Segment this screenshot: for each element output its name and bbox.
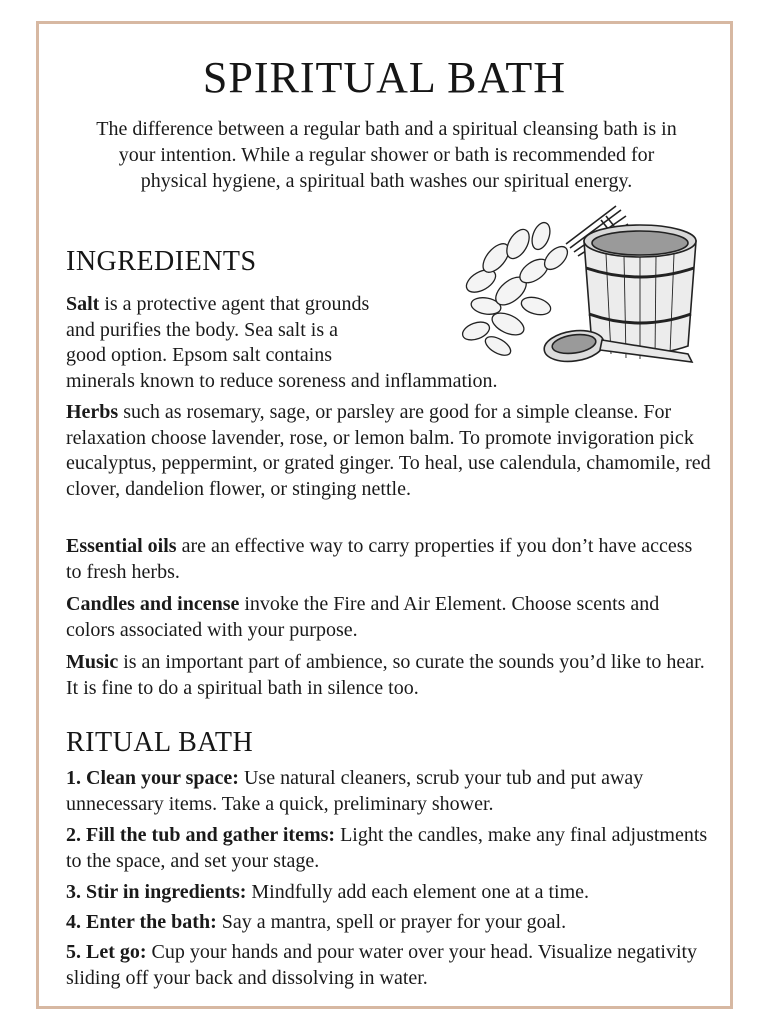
ingredient-text: are an effective way to carry properties if you don’t have access to fresh herbs. (66, 535, 693, 583)
ritual-step (66, 940, 711, 991)
ingredient-herbs (66, 400, 711, 502)
ingredient-term: Herbs (66, 401, 119, 423)
step-number: 2. (66, 824, 81, 846)
ingredient-text: invoke the Fire and Air Element. Choose scents and colors associated with your purpose. (66, 593, 660, 641)
ingredient-salt (66, 292, 711, 394)
ingredient-term: Salt (66, 293, 100, 315)
ingredient-term: Candles and incense (66, 593, 240, 615)
page-card (36, 21, 733, 1009)
ingredients-heading: INGREDIENTS (66, 246, 257, 277)
step-text: Mindfully add each element one at a time. (246, 881, 590, 903)
ritual-step (66, 910, 711, 936)
ingredient-text: minerals known to reduce soreness and inflammation. (66, 369, 498, 392)
intro-text: The difference between a regular bath and a spiritual cleansing bath is in your intention. While a regular shower or bath is recommended for physical hygiene, a spiritual bath washes our spiritual energy. (96, 118, 677, 192)
step-text: Say a mantra, spell or prayer for your goal. (216, 911, 567, 933)
ritual-step (66, 823, 711, 874)
step-number: 3. (66, 881, 81, 903)
ingredient-term: Music (66, 651, 119, 673)
step-text: Use natural cleaners, scrub your tub and put away unnecessary items. Take a quick, preliminary shower. (66, 767, 644, 815)
ingredient-text: is a protective agent that grounds (99, 293, 370, 315)
ingredient-essential-oils (66, 534, 711, 585)
step-text: Cup your hands and pour water over your head. Visualize negativity sliding off your back and dissolving in water. (66, 941, 698, 989)
ingredient-text: is an important part of ambience, so curate the sounds you’d like to hear. It is fine to do a spiritual bath in silence too. (66, 651, 705, 699)
step-term: Stir in ingredients: (81, 881, 247, 903)
ingredient-text: and purifies the body. Sea salt is a (66, 318, 338, 341)
step-term: Enter the bath: (81, 911, 217, 933)
ingredient-term: Essential oils (66, 535, 177, 557)
ingredient-candles-incense (66, 592, 711, 643)
step-term: Clean your space: (81, 767, 239, 789)
step-number: 4. (66, 911, 81, 933)
step-text: Light the candles, make any final adjustments to the space, and set your stage. (66, 824, 708, 872)
ritual-heading: RITUAL BATH (66, 727, 254, 758)
step-term: Fill the tub and gather items: (81, 824, 336, 846)
step-number: 5. (66, 941, 81, 963)
step-number: 1. (66, 767, 81, 789)
page-title: SPIRITUAL BATH (202, 53, 567, 102)
ingredient-text: such as rosemary, sage, or parsley are good for a simple cleanse. For relaxation choose lavender, rose, or lemon balm. To promote invigoration pick eucalyptus, peppermint, or grated ginger. To heal, use calendula, chamomile, red clover, dandelion flower, or stinging nettle. (66, 401, 711, 500)
ritual-step (66, 766, 711, 817)
ingredient-text: good option. Epsom salt contains (66, 344, 333, 366)
ingredient-music (66, 650, 711, 701)
step-term: Let go: (81, 941, 147, 963)
ritual-step (66, 880, 711, 906)
